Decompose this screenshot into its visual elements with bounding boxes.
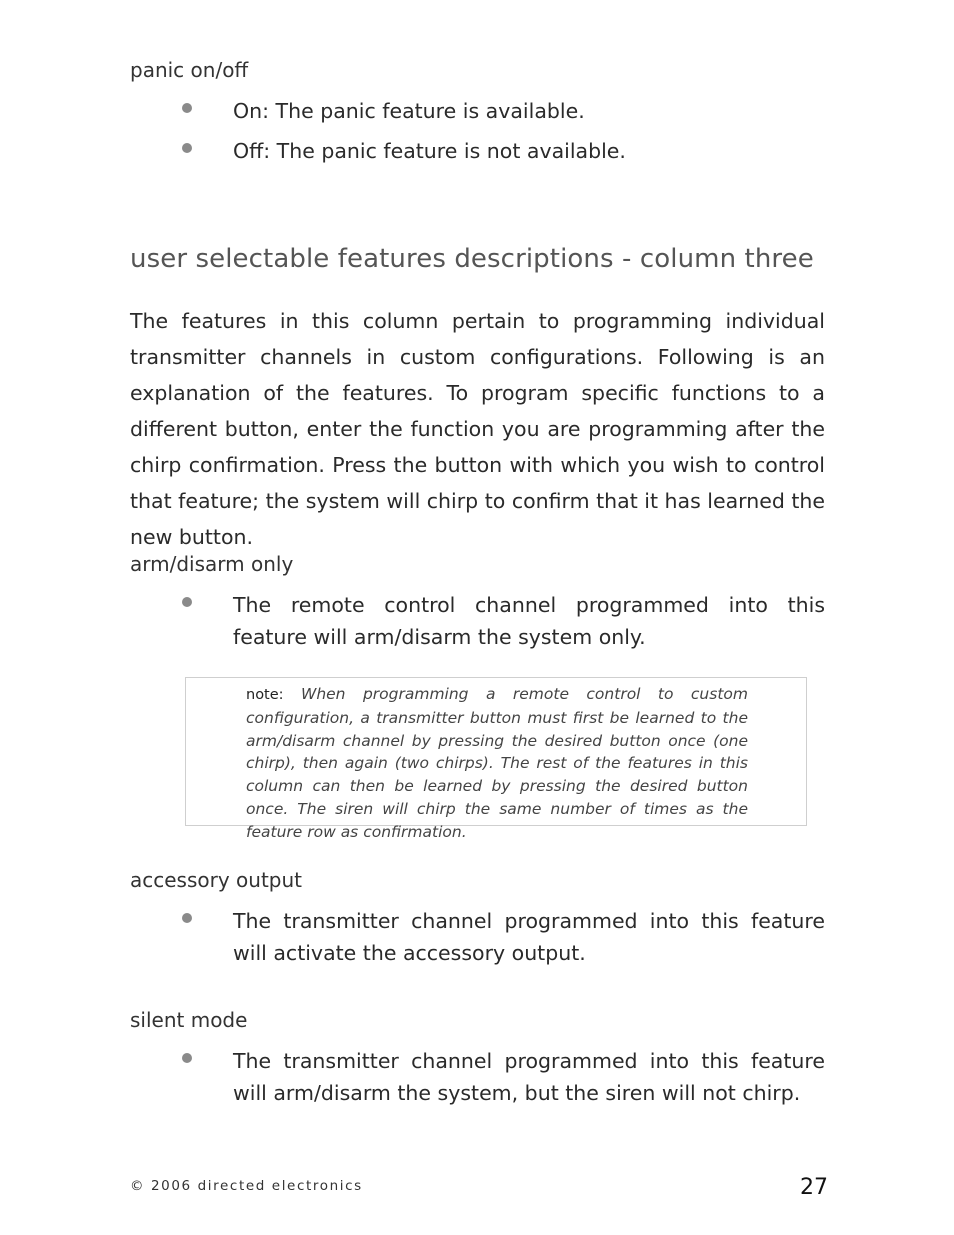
accessory-output-bullet: The transmitter channel programmed into this feature will activate the accessory output. <box>233 909 825 965</box>
silent-mode-label: silent mode <box>130 1008 248 1032</box>
bullet-icon <box>182 143 192 153</box>
intro-paragraph: The features in this column pertain to programming individual transmitter channels in custom configurations. Following is an explanation of the features. To program specific functions to a different button, enter the function you are programming after the chirp confirmation. Press the button with which you wish to control that feature; the system will chirp to confirm that it has learned the new button. <box>130 309 825 549</box>
bullet-icon <box>182 597 192 607</box>
panic-bullet-on: On: The panic feature is available. <box>233 99 585 123</box>
bullet-icon <box>182 103 192 113</box>
page-number: 27 <box>800 1175 828 1200</box>
panic-bullet-off: Off: The panic feature is not available. <box>233 139 626 163</box>
note-text-block <box>246 683 748 844</box>
bullet-icon <box>182 913 192 923</box>
arm-disarm-label: arm/disarm only <box>130 552 294 576</box>
silent-mode-bullet: The transmitter channel programmed into this feature will arm/disarm the system, but the siren will not chirp. <box>233 1049 825 1105</box>
section-heading: user selectable features descriptions - column three <box>130 244 814 274</box>
bullet-icon <box>182 1053 192 1063</box>
note-body: When programming a remote control to custom configuration, a transmitter button must first be learned to the arm/disarm channel by pressing the desired button once (one chirp), then again (two chirps). The rest of the features in this column can then be learned by pressing the desired button once. The siren will chirp the same number of times as the feature row as confirmation. <box>246 685 748 841</box>
arm-disarm-bullet: The remote control channel programmed into this feature will arm/disarm the system only. <box>233 593 825 649</box>
note-label: note: <box>246 687 284 703</box>
copyright-footer: © 2006 directed electronics <box>130 1178 363 1194</box>
panic-section-label: panic on/off <box>130 58 249 82</box>
note-box <box>185 677 807 841</box>
accessory-output-label: accessory output <box>130 868 303 892</box>
